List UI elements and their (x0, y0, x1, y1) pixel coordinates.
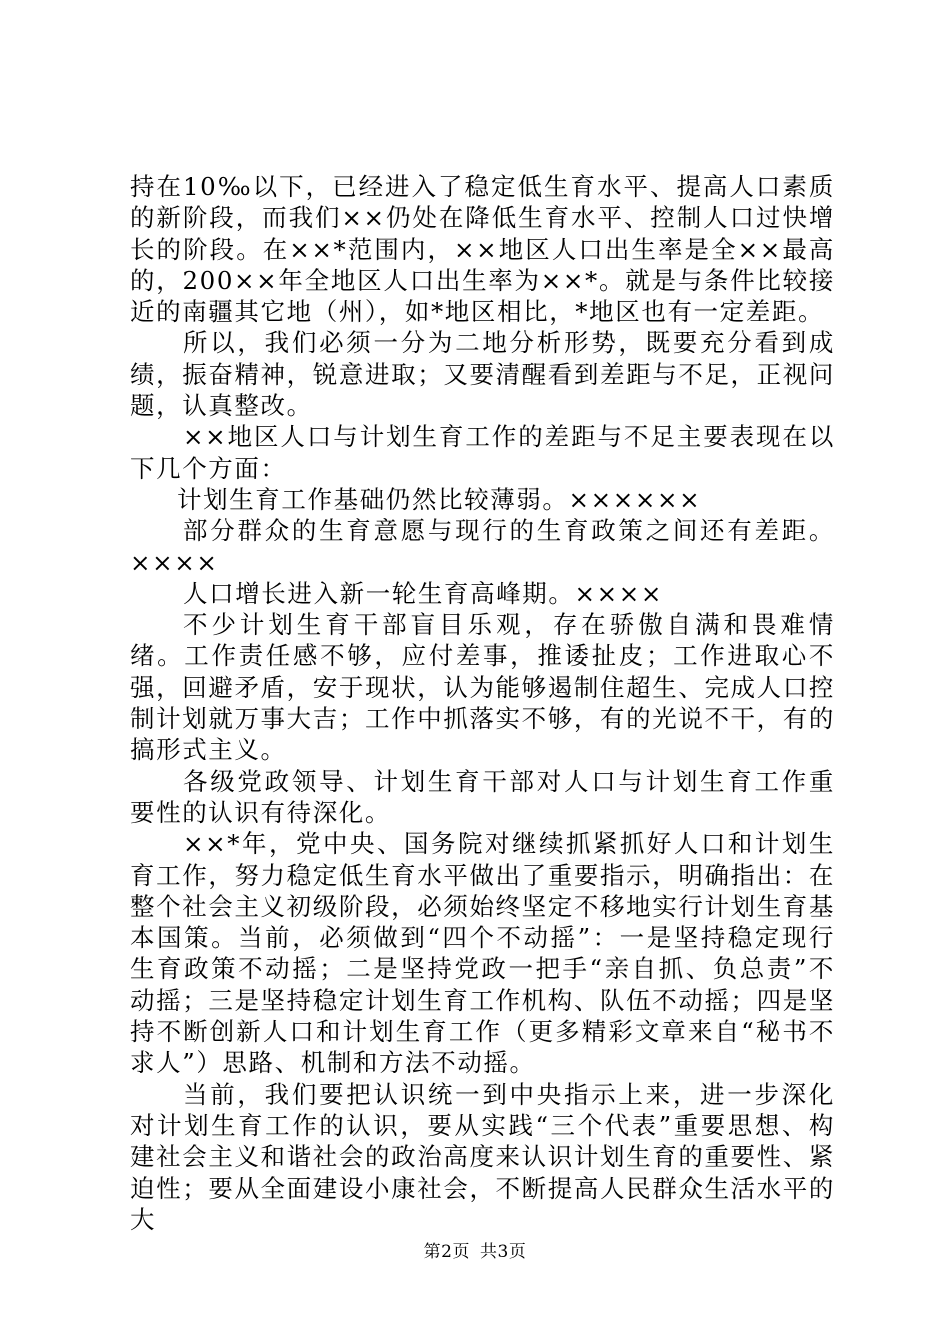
paragraph-item-cadres: 不少计划生育干部盲目乐观，存在骄傲自满和畏难情绪。工作责任感不够，应付差事，推诿扯皮；工作进取心不强，回避矛盾，安于现状，认为能够遏制住超生、完成人口控制计划就万事大吉；工作中抓落实不够，有的光说不干，有的搞形式主义。 (130, 610, 835, 765)
page-footer (0, 1241, 950, 1263)
paragraph-central-directive: ××*年，党中央、国务院对继续抓紧抓好人口和计划生育工作，努力稳定低生育水平做出了重要指示，明确指出：在整个社会主义初级阶段，必须始终坚定不移地实行计划生育基本国策。当前，必须做到“四个不动摇”：一是坚持稳定现行生育政策不动摇；二是坚持党政一把手“亲自抓、负总责”不动摇；三是坚持稳定计划生育工作机构、队伍不动摇；四是坚持不断创新人口和计划生育工作（更多精彩文章来自“秘书不求人”）思路、机制和方法不动摇。 (130, 829, 835, 1078)
paragraph-continuation: 持在10‰以下，已经进入了稳定低生育水平、提高人口素质的新阶段，而我们××仍处在降低生育水平、控制人口过快增长的阶段。在××*范围内，××地区人口出生率是全××最高的，200××年全地区人口出生率为××*。就是与条件比较接近的南疆其它地（州），如*地区相比，*地区也有一定差距。 (130, 172, 835, 327)
paragraph-current-task: 当前，我们要把认识统一到中央指示上来，进一步深化对计划生育工作的认识，要从实践“三个代表”重要思想、构建社会主义和谐社会的政治高度来认识计划生育的重要性、紧迫性；要从全面建设小康社会，不断提高人民群众生活水平的大 (130, 1079, 835, 1234)
paragraph-item-peak: 人口增长进入新一轮生育高峰期。×××× (183, 578, 664, 608)
paragraph-gaps-intro: ××地区人口与计划生育工作的差距与不足主要表现在以下几个方面： (130, 422, 835, 483)
paragraph-item-willingness: 部分群众的生育意愿与现行的生育政策之间还有差距。×××× (130, 516, 835, 577)
document-body (130, 171, 835, 1235)
page-number: 第2页 (423, 1242, 470, 1262)
paragraph-item-awareness: 各级党政领导、计划生育干部对人口与计划生育工作重要性的认识有待深化。 (130, 766, 835, 827)
paragraph-analysis: 所以，我们必须一分为二地分析形势，既要充分看到成绩，振奋精神，锐意进取；又要清醒看到差距与不足，正视问题，认真整改。 (130, 328, 835, 421)
paragraph-item-foundation: 计划生育工作基础仍然比较薄弱。×××××× (177, 484, 702, 514)
page-total: 共3页 (480, 1242, 527, 1262)
